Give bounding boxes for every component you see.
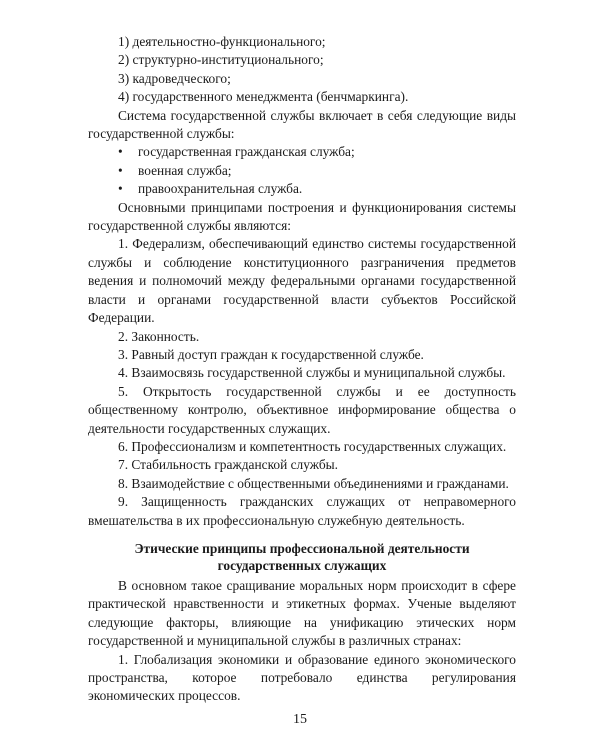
- bullet-icon: •: [118, 162, 123, 178]
- page-body: [88, 33, 516, 706]
- bullet-text: военная служба;: [138, 162, 232, 178]
- principle-item: 8. Взаимодействие с общественными объединениями и гражданами.: [118, 475, 509, 491]
- principle-item: 1. Федерализм, обеспечивающий единство системы государственной службы и соблюдение конституционного разграничения предметов ведения и полномочий между федеральными органами государственной власти и органами государственной власти субъектов Российской Федерации.: [88, 236, 516, 326]
- bullet-text: правоохранительная служба.: [138, 181, 303, 197]
- paragraph-ethics: В основном такое сращивание моральных норм происходит в сфере практической нравственности и этикетных формах. Ученые выделяют следующие факторы, влияющие на унификацию этических норм государственной и муниципальной службы в различных странах:: [88, 577, 516, 649]
- page-number: 15: [293, 712, 307, 727]
- paragraph-globalization: 1. Глобализация экономики и образование единого экономического пространства, которое потребовало единства регулирования экономических процессов.: [88, 651, 516, 704]
- principle-item: 2. Законность.: [118, 328, 200, 344]
- paragraph-service-types: Система государственной службы включает в себя следующие виды государственной службы:: [88, 107, 516, 142]
- bullet-item: [118, 143, 516, 161]
- approach-item: 1) деятельностно-функционального;: [118, 34, 326, 49]
- principle-item: 3. Равный доступ граждан к государственной службе.: [118, 346, 424, 362]
- approach-item: 4) государственного менеджмента (бенчмаркинга).: [118, 89, 409, 105]
- principle-item: 9. Защищенность гражданских служащих от неправомерного вмешательства в их профессиональную служебную деятельность.: [88, 494, 516, 528]
- section-heading: Этические принципы профессиональной деятельности государственных служащих: [134, 540, 470, 573]
- bullet-icon: •: [118, 181, 123, 197]
- approach-item: 2) структурно-институционального;: [118, 52, 324, 68]
- principle-item: 7. Стабильность гражданской службы.: [118, 457, 338, 473]
- bullet-icon: •: [118, 144, 123, 160]
- bullet-text: государственная гражданская служба;: [138, 144, 355, 160]
- approach-item: 3) кадроведческого;: [118, 70, 231, 86]
- bullet-item: [118, 180, 516, 198]
- principle-item: 4. Взаимосвязь государственной службы и муниципальной службы.: [118, 365, 506, 381]
- paragraph-principles-intro: Основными принципами построения и функционирования системы государственной службы являются:: [88, 199, 516, 234]
- principle-item: 5. Открытость государственной службы и ее доступность общественному контролю, объективное информирование общества о деятельности государственных служащих.: [88, 383, 516, 436]
- principle-item: 6. Профессионализм и компетентность государственных служащих.: [118, 438, 507, 454]
- bullet-item: [118, 162, 516, 180]
